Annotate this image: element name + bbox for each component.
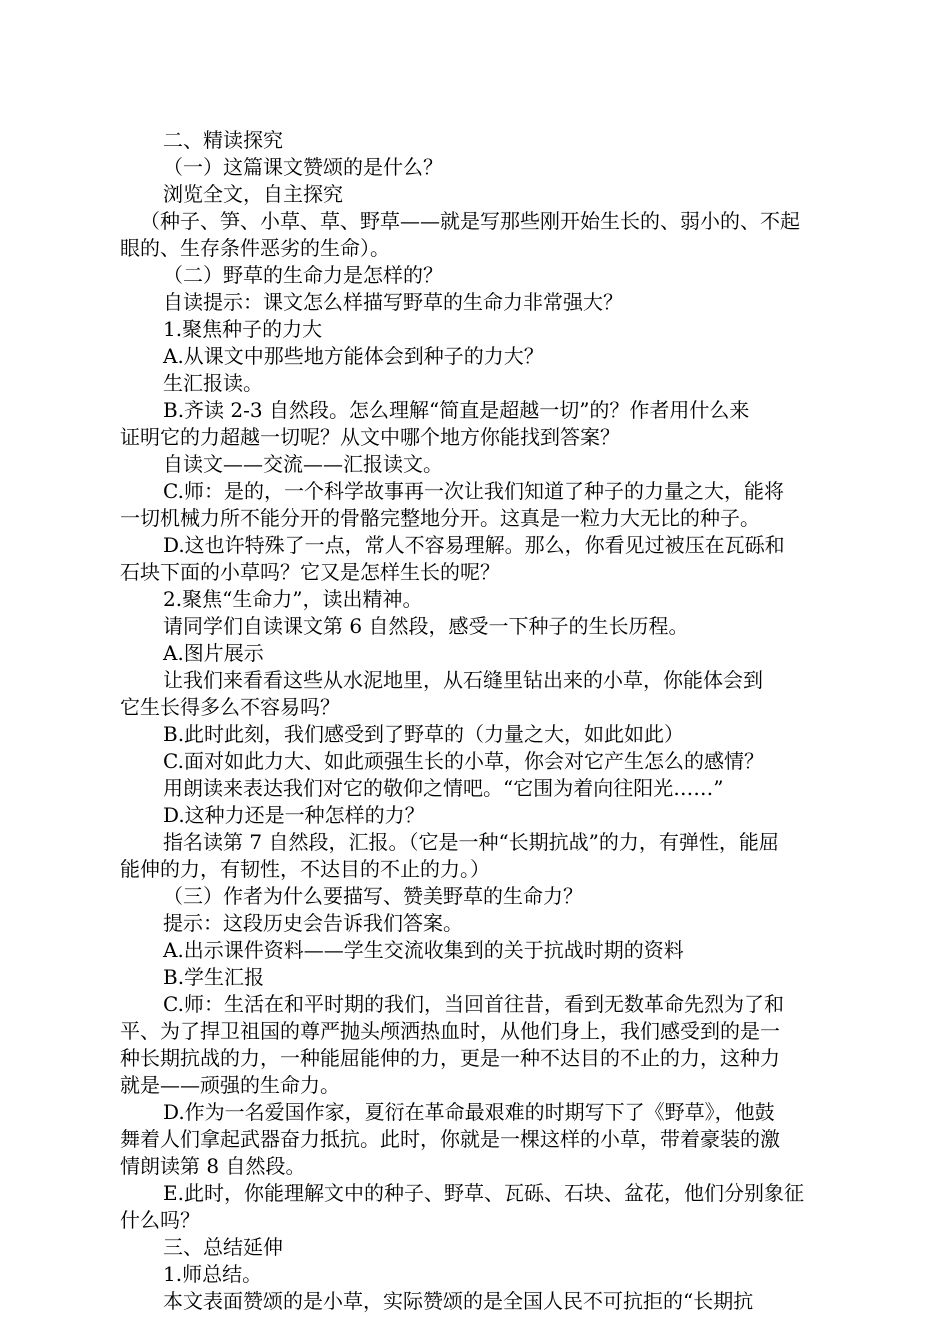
text-line: B.齐读 2-3 自然段。怎么理解“简直是超越一切”的？作者用什么来 <box>163 398 750 422</box>
text-line: B.学生汇报 <box>163 965 265 989</box>
text-line: 种长期抗战的力，一种能屈能伸的力，更是一种不达目的不止的力，这种力 <box>120 1046 780 1070</box>
text-line: 舞着人们拿起武器奋力抵抗。此时，你就是一棵这样的小草，带着豪装的激 <box>120 1127 780 1151</box>
text-line: 证明它的力超越一切呢？从文中哪个地方你能找到答案？ <box>120 425 620 449</box>
text-line: 能伸的力，有韧性，不达目的不止的力。） <box>120 857 490 881</box>
text-line: （三）作者为什么要描写、赞美野草的生命力？ <box>163 884 583 908</box>
text-line: C.师：生活在和平时期的我们，当回首往昔，看到无数革命先烈为了和 <box>163 992 784 1016</box>
text-line: 它生长得多么不容易吗？ <box>120 695 340 719</box>
text-line: 让我们来看看这些从水泥地里，从石缝里钻出来的小草，你能体会到 <box>163 668 763 692</box>
text-line: B.此时此刻，我们感受到了野草的（力量之大，如此如此） <box>163 722 685 746</box>
text-line: A.从课文中那些地方能体会到种子的力大？ <box>163 344 544 368</box>
text-line: 自读提示：课文怎么样描写野草的生命力非常强大？ <box>163 290 623 314</box>
text-line: 平、为了捍卫祖国的尊严抛头颅洒热血时，从他们身上，我们感受到的是一 <box>120 1019 780 1043</box>
text-line: 生汇报读。 <box>163 371 263 395</box>
text-line: D.这也许特殊了一点，常人不容易理解。那么，你看见过被压在瓦砾和 <box>163 533 785 557</box>
text-line: D.这种力还是一种怎样的力？ <box>163 803 425 827</box>
text-line: 1.师总结。 <box>163 1262 263 1286</box>
text-line: C.面对如此力大、如此顽强生长的小草，你会对它产生怎么的感情？ <box>163 749 764 773</box>
text-line: 本文表面赞颂的是小草，实际赞颂的是全国人民不可抗拒的“长期抗 <box>163 1289 754 1313</box>
text-line: A.图片展示 <box>163 641 264 665</box>
text-line: 什么吗？ <box>120 1208 200 1232</box>
text-line: 自读文——交流——汇报读文。 <box>163 452 443 476</box>
text-line: 石块下面的小草吗？它又是怎样生长的呢？ <box>120 560 500 584</box>
text-line: 浏览全文，自主探究 <box>163 182 343 206</box>
text-line: 1.聚焦种子的力大 <box>163 317 323 341</box>
text-line: 就是——顽强的生命力。 <box>120 1073 340 1097</box>
text-line: E.此时，你能理解文中的种子、野草、瓦砾、石块、盆花，他们分别象征 <box>163 1181 804 1205</box>
text-line: （二）野草的生命力是怎样的？ <box>163 263 443 287</box>
text-line: A.出示课件资料——学生交流收集到的关于抗战时期的资料 <box>163 938 684 962</box>
text-line: 二、精读探究 <box>163 128 283 152</box>
text-line: 眼的、生存条件恶劣的生命）。 <box>120 236 390 260</box>
text-line: （种子、笋、小草、草、野草——就是写那些刚开始生长的、弱小的、不起 <box>140 209 800 233</box>
text-line: C.师：是的，一个科学故事再一次让我们知道了种子的力量之大，能将 <box>163 479 784 503</box>
text-line: （一）这篇课文赞颂的是什么？ <box>163 155 443 179</box>
text-line: 情朗读第 8 自然段。 <box>120 1154 306 1178</box>
text-line: 一切机械力所不能分开的骨骼完整地分开。这真是一粒力大无比的种子。 <box>120 506 760 530</box>
text-line: 指名读第 7 自然段，汇报。（它是一种“长期抗战”的力，有弹性，能屈 <box>163 830 779 854</box>
text-line: 提示：这段历史会告诉我们答案。 <box>163 911 463 935</box>
text-line: 2.聚焦“生命力”，读出精神。 <box>163 587 423 611</box>
text-line: 三、总结延伸 <box>163 1235 283 1259</box>
text-line: D.作为一名爱国作家，夏衍在革命最艰难的时期写下了《野草》，他鼓 <box>163 1100 775 1124</box>
text-line: 请同学们自读课文第 6 自然段，感受一下种子的生长历程。 <box>163 614 689 638</box>
text-line: 用朗读来表达我们对它的敬仰之情吧。“它围为着向往阳光……” <box>163 776 724 800</box>
